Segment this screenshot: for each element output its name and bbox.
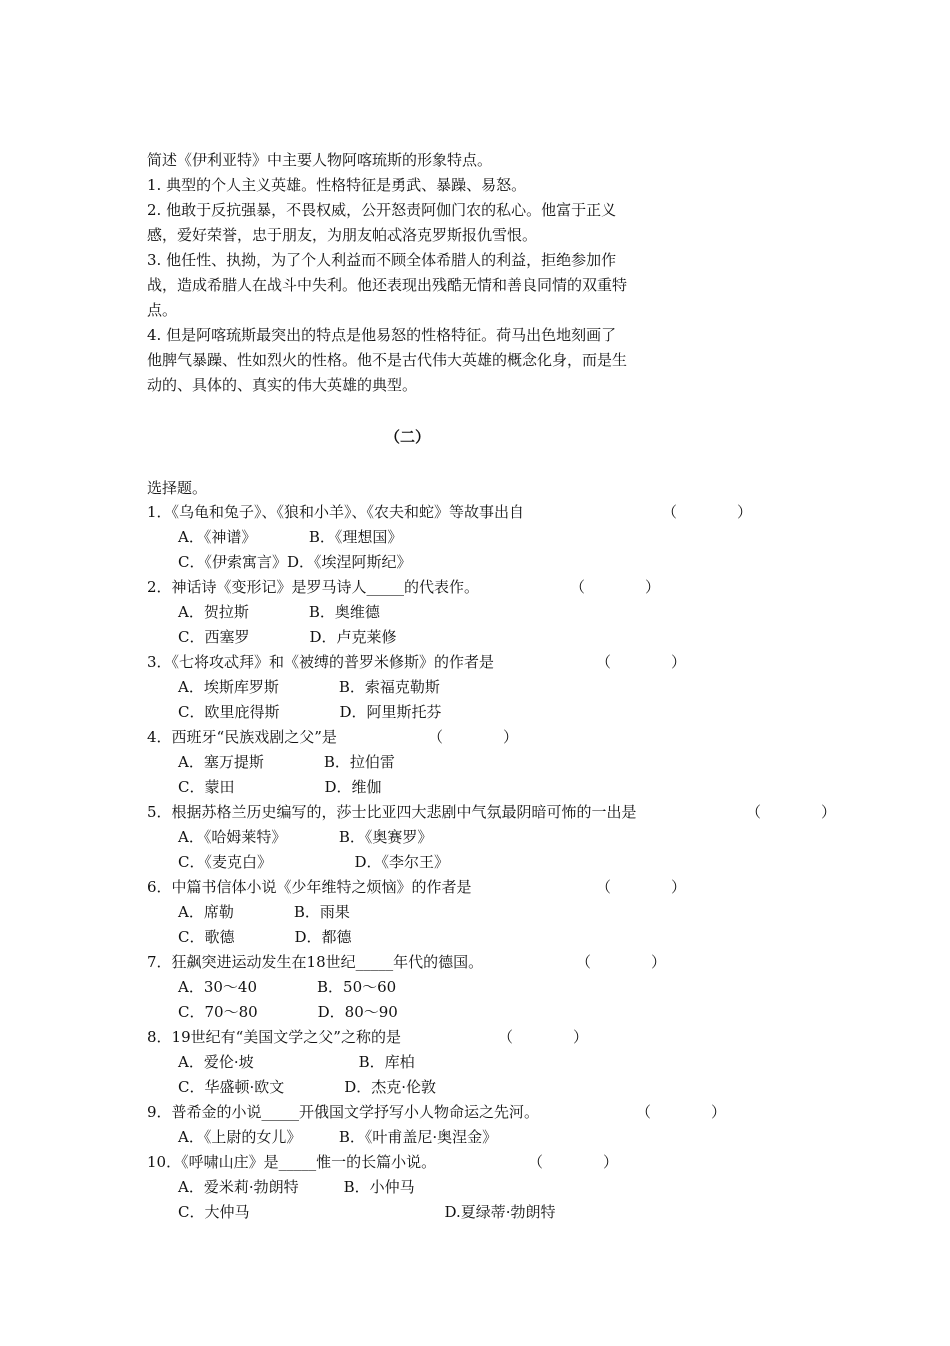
essay-line: 动的、具体的、真实的伟大英雄的典型。 bbox=[147, 376, 418, 394]
question-stem: 5．根据苏格兰历史编写的，莎士比亚四大悲剧中气氛最阴暗可怖的一出是 bbox=[147, 803, 637, 821]
essay-line: 1. 典型的个人主义英雄。性格特征是勇武、暴躁、易怒。 bbox=[147, 176, 527, 194]
options-line: C．蒙田 D．维伽 bbox=[178, 778, 382, 796]
question-stem: 3．《七将攻忒拜》和《被缚的普罗米修斯》的作者是 bbox=[147, 653, 495, 671]
answer-blank: （ ） bbox=[528, 1153, 619, 1171]
options-line: A．《神谱》 B．《理想国》 bbox=[178, 528, 403, 546]
answer-blank: （ ） bbox=[662, 503, 753, 521]
options-line: C．歌德 D．都德 bbox=[178, 928, 352, 946]
answer-blank: （ ） bbox=[428, 728, 519, 746]
options-line: C．大仲马 D.夏绿蒂·勃朗特 bbox=[178, 1203, 556, 1221]
answer-blank: （ ） bbox=[576, 953, 667, 971]
options-line: A．《哈姆莱特》 B．《奥赛罗》 bbox=[178, 828, 433, 846]
question-stem: 7．狂飙突进运动发生在18世纪_____年代的德国。 bbox=[147, 953, 484, 971]
question-stem: 4．西班牙“民族戏剧之父”是 bbox=[147, 728, 337, 746]
options-line: C．西塞罗 D．卢克莱修 bbox=[178, 628, 397, 646]
question-stem: 2．神话诗《变形记》是罗马诗人_____的代表作。 bbox=[147, 578, 480, 596]
options-line: A．贺拉斯 B．奥维德 bbox=[178, 603, 380, 621]
question-stem: 1．《乌龟和兔子》、《狼和小羊》、《农夫和蛇》等故事出自 bbox=[147, 503, 525, 521]
answer-blank: （ ） bbox=[596, 878, 687, 896]
question-stem: 10．《呼啸山庄》是_____惟一的长篇小说。 bbox=[147, 1153, 437, 1171]
question-stem: 6．中篇书信体小说《少年维特之烦恼》的作者是 bbox=[147, 878, 472, 896]
options-line: A．爱米莉·勃朗特 B．小仲马 bbox=[178, 1178, 415, 1196]
essay-line: 3. 他任性、执拗，为了个人利益而不顾全体希腊人的利益，拒绝参加作 bbox=[147, 251, 617, 269]
answer-blank: （ ） bbox=[746, 803, 837, 821]
choice-heading: 选择题。 bbox=[147, 479, 208, 497]
answer-blank: （ ） bbox=[498, 1028, 589, 1046]
options-line: A．《上尉的女儿》 B．《叶甫盖尼·奥涅金》 bbox=[178, 1128, 498, 1146]
answer-blank: （ ） bbox=[636, 1103, 727, 1121]
essay-line: 战，造成希腊人在战斗中失利。他还表现出残酷无情和善良同情的双重特 bbox=[147, 276, 628, 294]
section-heading: （二） bbox=[385, 428, 431, 446]
options-line: A．埃斯库罗斯 B．索福克勒斯 bbox=[178, 678, 440, 696]
options-line: A．爱伦·坡 B．库柏 bbox=[178, 1053, 415, 1071]
question-stem: 9．普希金的小说_____开俄国文学抒写小人物命运之先河。 bbox=[147, 1103, 540, 1121]
answer-blank: （ ） bbox=[570, 578, 661, 596]
essay-question: 简述《伊利亚特》中主要人物阿喀琉斯的形象特点。 bbox=[147, 151, 493, 169]
options-line: A．30～40 B．50～60 bbox=[178, 978, 397, 996]
essay-line: 2. 他敢于反抗强暴，不畏权威，公开怒责阿伽门农的私心。他富于正义 bbox=[147, 201, 617, 219]
options-line: C．70～80 D．80～90 bbox=[178, 1003, 398, 1021]
essay-line: 4. 但是阿喀琉斯最突出的特点是他易怒的性格特征。荷马出色地刻画了 bbox=[147, 326, 617, 344]
options-line: A．席勒 B．雨果 bbox=[178, 903, 350, 921]
answer-blank: （ ） bbox=[596, 653, 687, 671]
question-stem: 8．19世纪有“美国文学之父”之称的是 bbox=[147, 1028, 401, 1046]
essay-line: 点。 bbox=[147, 301, 178, 319]
options-line: C．欧里庇得斯 D．阿里斯托芬 bbox=[178, 703, 442, 721]
essay-line: 感，爱好荣誉，忠于朋友，为朋友帕忒洛克罗斯报仇雪恨。 bbox=[147, 226, 538, 244]
options-line: C．《伊索寓言》D．《埃涅阿斯纪》 bbox=[178, 553, 412, 571]
options-line: C．《麦克白》 D．《李尔王》 bbox=[178, 853, 450, 871]
essay-line: 他脾气暴躁、性如烈火的性格。他不是古代伟大英雄的概念化身，而是生 bbox=[147, 351, 628, 369]
options-line: C．华盛顿·欧文 D．杰克·伦敦 bbox=[178, 1078, 437, 1096]
options-line: A．塞万提斯 B．拉伯雷 bbox=[178, 753, 395, 771]
